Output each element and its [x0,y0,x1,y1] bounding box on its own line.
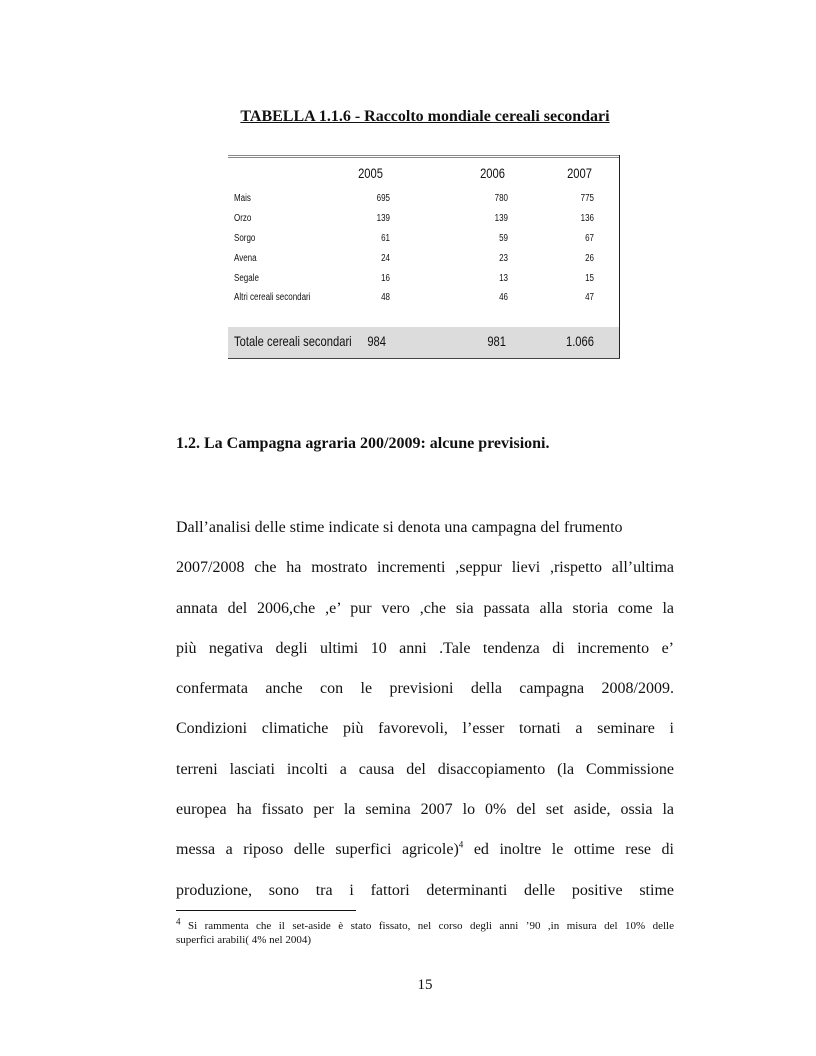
row-value: 67 [585,233,594,244]
footnote-line [176,916,674,933]
footnote [176,916,674,947]
row-value: 26 [585,253,594,264]
row-value: 15 [585,273,594,284]
row-label: Altri cereali secondari [234,292,311,303]
total-value-2005: 984 [367,333,386,349]
paragraph-line: terreni lasciati incolti a causa del disaccopiamento (la Commissione [176,760,674,778]
row-label: Mais [234,193,251,204]
row-value: 13 [499,273,508,284]
paragraph-line: annata del 2006,che ,e’ pur vero ,che sia passata alla storia come la [176,599,674,617]
row-label: Orzo [234,213,252,224]
row-value: 780 [494,193,508,204]
row-value: 24 [381,253,390,264]
row-value: 16 [381,273,390,284]
paragraph-text: messa a riposo delle superfici agricole) [176,841,459,859]
row-value: 48 [381,292,390,303]
footnote-text: Si rammenta che il set-aside è stato fissato, nel corso degli anni ’90 ,in misura del 10% delle [180,920,674,932]
table-bottom-rule [228,358,620,359]
row-value: 139 [494,213,508,224]
row-label: Segale [234,273,259,284]
row-value: 59 [499,233,508,244]
page-number: 15 [417,977,433,993]
body-paragraph [176,508,674,911]
paragraph-line: 2007/2008 che ha mostrato incrementi ,seppur lievi ,rispetto all’ultima [176,559,674,577]
total-label: Totale cereali secondari [234,333,352,349]
data-table [228,155,620,359]
row-value: 136 [580,213,594,224]
year-header-2007: 2007 [567,165,592,181]
row-value: 139 [376,213,390,224]
row-value: 61 [381,233,390,244]
paragraph-line: confermata anche con le previsioni della campagna 2008/2009. [176,680,674,698]
row-value: 775 [580,193,594,204]
year-header-2006: 2006 [480,165,505,181]
paragraph-line-with-footnote [176,830,674,870]
table-right-border [619,155,620,359]
footnote-number: 4 [176,916,181,927]
paragraph-line: più negativa degli ultimi 10 anni .Tale tendenza di incremento e’ [176,639,674,657]
row-value: 695 [376,193,390,204]
row-value: 46 [499,292,508,303]
total-value-2006: 981 [487,333,506,349]
year-header-2005: 2005 [358,165,383,181]
row-label: Avena [234,253,257,264]
paragraph-text: ed inoltre le ottime rese di [463,841,675,859]
table-top-rule [228,155,620,156]
section-heading: 1.2. La Campagna agraria 200/2009: alcune previsioni. [176,435,550,452]
footnote-reference[interactable]: 4 [458,840,464,851]
footnote-separator [176,910,356,911]
table-title: TABELLA 1.1.6 - Raccolto mondiale cereali secondari [240,108,610,125]
row-value: 47 [585,292,594,303]
total-value-2007: 1.066 [565,333,594,349]
paragraph-line: produzione, sono tra i fattori determinanti delle positive stime [176,881,674,899]
paragraph-line: Dall’analisi delle stime indicate si denota una campagna del frumento [176,519,623,536]
footnote-line: superfici arabili( 4% nel 2004) [176,934,312,946]
paragraph-line: europea ha fissato per la semina 2007 lo 0% del set aside, ossia la [176,801,674,819]
table-top-rule-2 [228,157,620,158]
row-label: Sorgo [234,233,256,244]
row-value: 23 [499,253,508,264]
paragraph-line: Condizioni climatiche più favorevoli, l’esser tornati a seminare i [176,720,674,738]
